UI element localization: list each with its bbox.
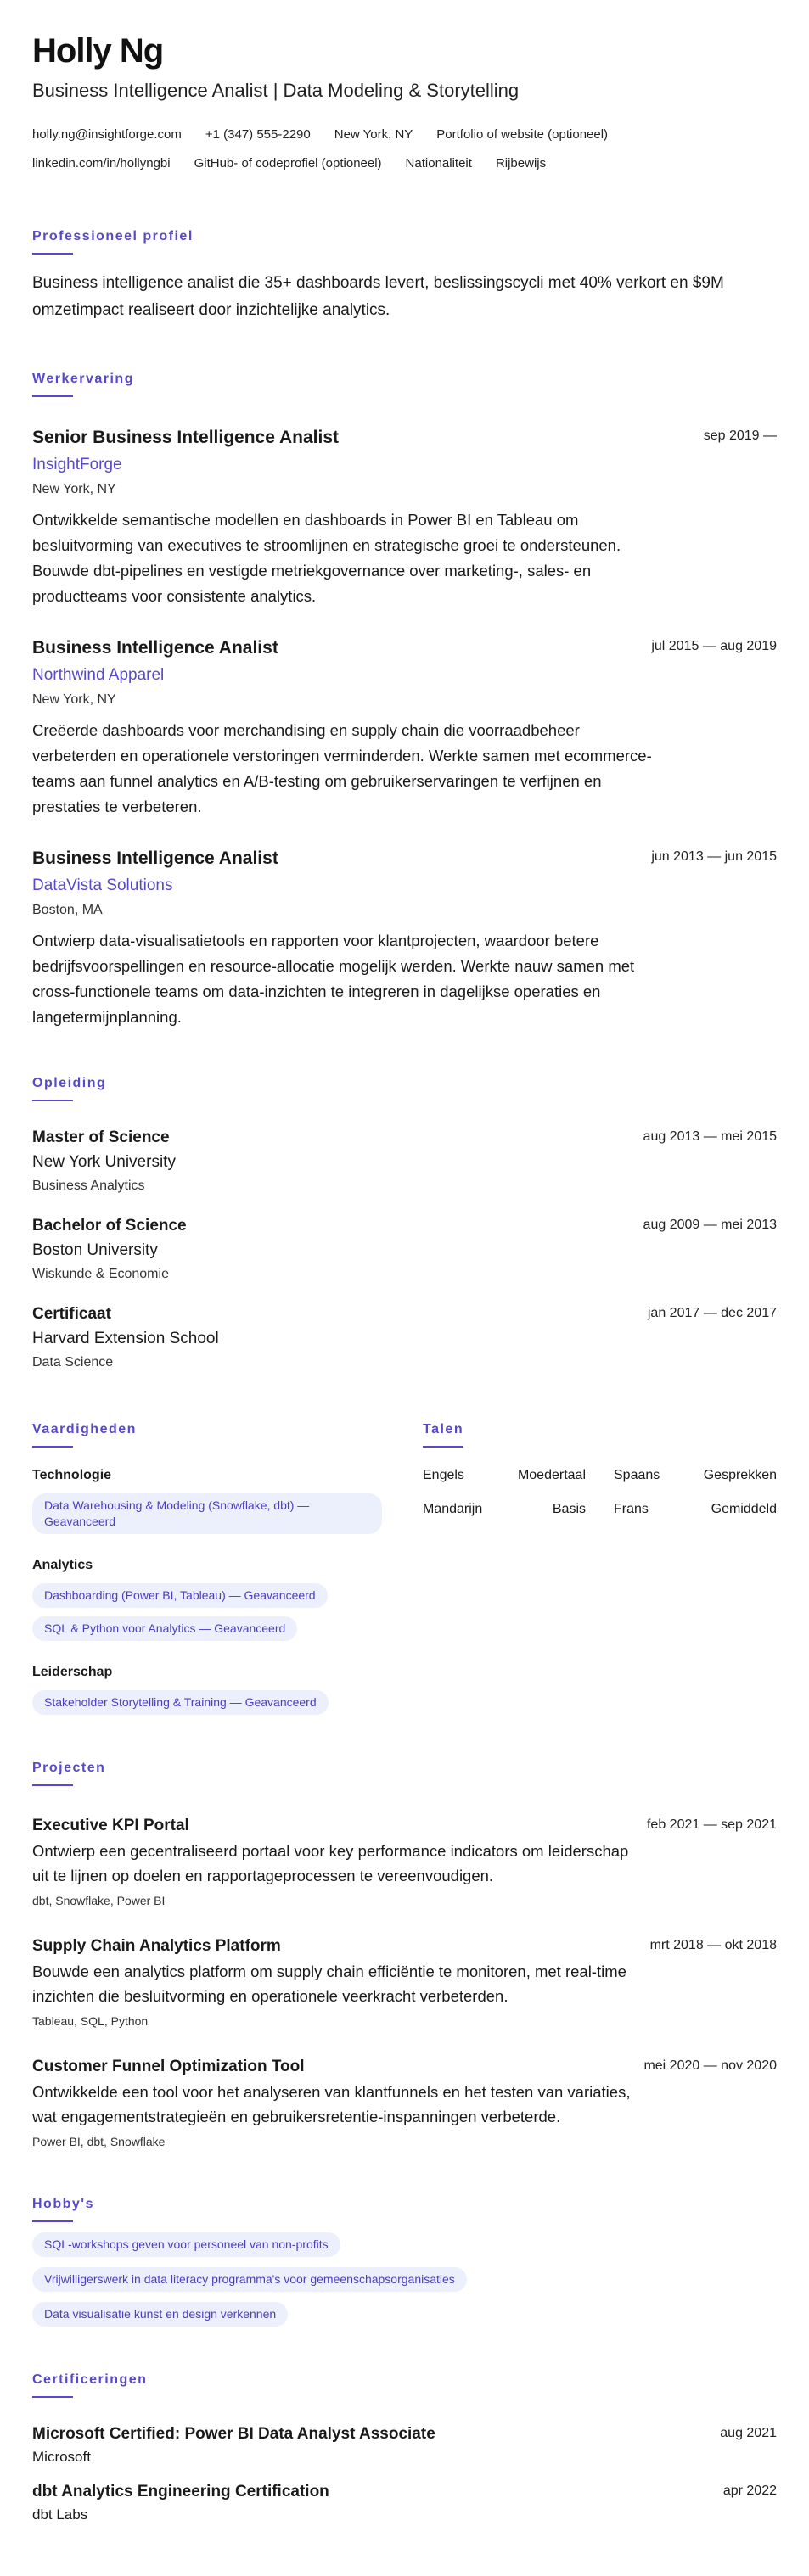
- education-entry: [32, 1127, 777, 1196]
- job-dates: jun 2013 — jun 2015: [651, 849, 777, 864]
- contact-github[interactable]: GitHub- of codeprofiel (optioneel): [194, 156, 382, 171]
- project-description: Ontwierp een gecentraliseerd portaal voor key performance indicators om leiderschap uit te lijnen op doelen en rapportageprocessen te vereenvoudigen.: [32, 1842, 629, 1884]
- skill-chip: Data Warehousing & Modeling (Snowflake, dbt) — Geavanceerd: [32, 1493, 382, 1534]
- education-school: New York University: [32, 1153, 176, 1171]
- certification-name: dbt Analytics Engineering Certification: [32, 2483, 329, 2500]
- project-dates: mei 2020 — nov 2020: [643, 2058, 777, 2073]
- education-degree: Master of Science: [32, 1128, 170, 1146]
- section-title-projects: Projecten: [32, 1761, 106, 1775]
- language-level: Basis: [552, 1502, 586, 1516]
- language-item: [423, 1466, 586, 1485]
- contact-location: New York, NY: [334, 127, 413, 142]
- job-dates: sep 2019 —: [703, 428, 777, 443]
- project-description: Ontwikkelde een tool voor het analyseren van klantfunnels en het testen van variaties, wat engagementstrategieën en gebruikersretentie-inspanningen verbeterde.: [32, 2083, 631, 2125]
- job-location: New York, NY: [32, 482, 116, 496]
- hobby-chip: SQL-workshops geven voor personeel van non-profits: [32, 2232, 340, 2257]
- hobby-chip: Data visualisatie kunst en design verkennen: [32, 2302, 288, 2327]
- section-divider: [32, 1446, 73, 1448]
- job-title: Senior Business Intelligence Analist: [32, 428, 339, 447]
- certification-entry: [32, 2481, 777, 2525]
- job-title: Business Intelligence Analist: [32, 848, 278, 868]
- job-description: Ontwierp data-visualisatietools en rapporten voor klantprojecten, waardoor betere bedrijfsvoorspellingen en resource-allocatie mogelijk werden. Werkte nauw samen met cross-functionele teams om data-inzichten te integreren in dagelijkse operaties en langetermijnplanning.: [32, 932, 635, 1026]
- section-divider: [32, 253, 73, 255]
- education-entry: [32, 1215, 777, 1285]
- section-title-languages: Talen: [423, 1422, 464, 1436]
- certification-date: aug 2021: [720, 2426, 777, 2440]
- skill-category: Analytics: [32, 1558, 93, 1572]
- candidate-headline: Business Intelligence Analist | Data Modeling & Storytelling: [32, 80, 520, 101]
- job-company: DataVista Solutions: [32, 876, 173, 894]
- language-row: [423, 1500, 777, 1519]
- education-school: Harvard Extension School: [32, 1330, 219, 1347]
- education-field: Wiskunde & Economie: [32, 1267, 169, 1281]
- profile-section: [32, 227, 777, 324]
- project-title: Customer Funnel Optimization Tool: [32, 2058, 305, 2075]
- project-dates: mrt 2018 — okt 2018: [649, 1938, 777, 1952]
- section-title-certifications: Certificeringen: [32, 2372, 148, 2387]
- candidate-name: Holly Ng: [32, 32, 164, 70]
- education-field: Data Science: [32, 1355, 114, 1369]
- job-company: Northwind Apparel: [32, 666, 165, 684]
- language-item: [614, 1500, 777, 1519]
- skill-chip: Dashboarding (Power BI, Tableau) — Geavanceerd: [32, 1583, 328, 1608]
- project-title: Supply Chain Analytics Platform: [32, 1937, 281, 1955]
- education-section: [32, 1074, 777, 1373]
- skills-languages-row: [32, 1420, 777, 1715]
- certification-entry: [32, 2423, 777, 2467]
- certification-issuer: Microsoft: [32, 2449, 91, 2465]
- contact-info: [32, 120, 762, 178]
- language-name: Spaans: [614, 1468, 660, 1482]
- contact-phone[interactable]: +1 (347) 555-2290: [205, 127, 311, 142]
- section-title-education: Opleiding: [32, 1076, 107, 1090]
- language-level: Moedertaal: [517, 1468, 586, 1482]
- contact-portfolio[interactable]: Portfolio of website (optioneel): [436, 127, 609, 142]
- job-description: Ontwikkelde semantische modellen en dashboards in Power BI en Tableau om besluitvorming van executives te stroomlijnen en strategische groei te ondersteunen. Bouwde dbt-pipelines en vestigde metriekgovernance over marketing-, sales- en productteams voor consistente analytics.: [32, 511, 621, 605]
- section-divider: [32, 1100, 73, 1101]
- project-tech: Power BI, dbt, Snowflake: [32, 2135, 166, 2148]
- language-level: Gesprekken: [703, 1468, 777, 1482]
- certification-date: apr 2022: [722, 2484, 777, 2498]
- contact-linkedin[interactable]: linkedin.com/in/hollyngbi: [32, 156, 171, 171]
- skills-section: [32, 1420, 423, 1715]
- certifications-section: [32, 2371, 777, 2525]
- job-entry: [32, 426, 777, 609]
- language-row: [423, 1466, 777, 1485]
- certification-name: Microsoft Certified: Power BI Data Analyst Associate: [32, 2425, 435, 2443]
- project-tech: dbt, Snowflake, Power BI: [32, 1894, 166, 1907]
- education-dates: aug 2009 — mei 2013: [643, 1218, 777, 1232]
- education-entry: [32, 1303, 777, 1373]
- skill-chip: SQL & Python voor Analytics — Geavanceerd: [32, 1616, 297, 1641]
- section-title-skills: Vaardigheden: [32, 1422, 137, 1436]
- education-school: Boston University: [32, 1241, 158, 1259]
- education-field: Business Analytics: [32, 1179, 145, 1193]
- section-divider: [32, 1784, 73, 1786]
- education-dates: aug 2013 — mei 2015: [643, 1129, 777, 1144]
- section-divider: [32, 2396, 73, 2398]
- project-tech: Tableau, SQL, Python: [32, 2014, 149, 2028]
- project-dates: feb 2021 — sep 2021: [646, 1817, 777, 1832]
- language-name: Frans: [614, 1502, 649, 1516]
- contact-drivers-license: Rijbewijs: [495, 156, 547, 171]
- job-entry: [32, 636, 777, 820]
- project-entry: [32, 1935, 777, 2030]
- skill-category: Leiderschap: [32, 1665, 113, 1679]
- education-degree: Certificaat: [32, 1305, 111, 1323]
- hobby-list: [32, 2232, 777, 2327]
- projects-section: [32, 1759, 777, 2151]
- experience-section: [32, 370, 777, 1030]
- section-title-experience: Werkervaring: [32, 372, 134, 386]
- section-divider: [32, 395, 73, 397]
- skill-chip: Stakeholder Storytelling & Training — Geavanceerd: [32, 1690, 329, 1715]
- job-location: New York, NY: [32, 692, 116, 707]
- project-entry: [32, 1815, 777, 1910]
- project-description: Bouwde een analytics platform om supply chain efficiëntie te monitoren, met real-time inzichten die besluitvorming en operationele veerkracht verbeterden.: [32, 1963, 626, 2005]
- job-dates: jul 2015 — aug 2019: [651, 639, 777, 653]
- education-degree: Bachelor of Science: [32, 1217, 187, 1235]
- project-title: Executive KPI Portal: [32, 1817, 189, 1834]
- job-company: InsightForge: [32, 456, 122, 473]
- language-name: Engels: [423, 1468, 464, 1482]
- language-item: [614, 1466, 777, 1485]
- languages-section: [423, 1420, 777, 1715]
- resume-header: [32, 31, 777, 178]
- certification-issuer: dbt Labs: [32, 2506, 88, 2523]
- hobby-chip: Vrijwilligerswerk in data literacy programma's voor gemeenschapsorganisaties: [32, 2267, 467, 2292]
- language-name: Mandarijn: [423, 1502, 483, 1516]
- job-entry: [32, 847, 777, 1030]
- section-divider: [423, 1446, 463, 1448]
- education-dates: jan 2017 — dec 2017: [647, 1306, 777, 1320]
- profile-summary: Business intelligence analist die 35+ dashboards levert, beslissingscycli met 40% verkort en $9M omzetimpact realiseert door inzichtelijke analytics.: [32, 274, 724, 319]
- project-entry: [32, 2056, 777, 2151]
- contact-nationality: Nationaliteit: [405, 156, 472, 171]
- job-title: Business Intelligence Analist: [32, 638, 278, 658]
- section-divider: [32, 2220, 73, 2222]
- section-title-hobbies: Hobby's: [32, 2197, 94, 2211]
- language-level: Gemiddeld: [711, 1502, 777, 1516]
- hobbies-section: [32, 2195, 777, 2327]
- job-description: Creëerde dashboards voor merchandising en supply chain die voorraadbeheer verbeterden en operationele verstoringen verminderden. Werkte samen met ecommerce-teams aan funnel analytics en A/B-testing om gebruikerservaringen te verfijnen en prestaties te verbeteren.: [32, 721, 652, 815]
- section-title-profile: Professioneel profiel: [32, 229, 194, 244]
- language-item: [423, 1500, 586, 1519]
- contact-email[interactable]: holly.ng@insightforge.com: [32, 127, 182, 142]
- skill-category: Technologie: [32, 1468, 112, 1482]
- job-location: Boston, MA: [32, 903, 103, 917]
